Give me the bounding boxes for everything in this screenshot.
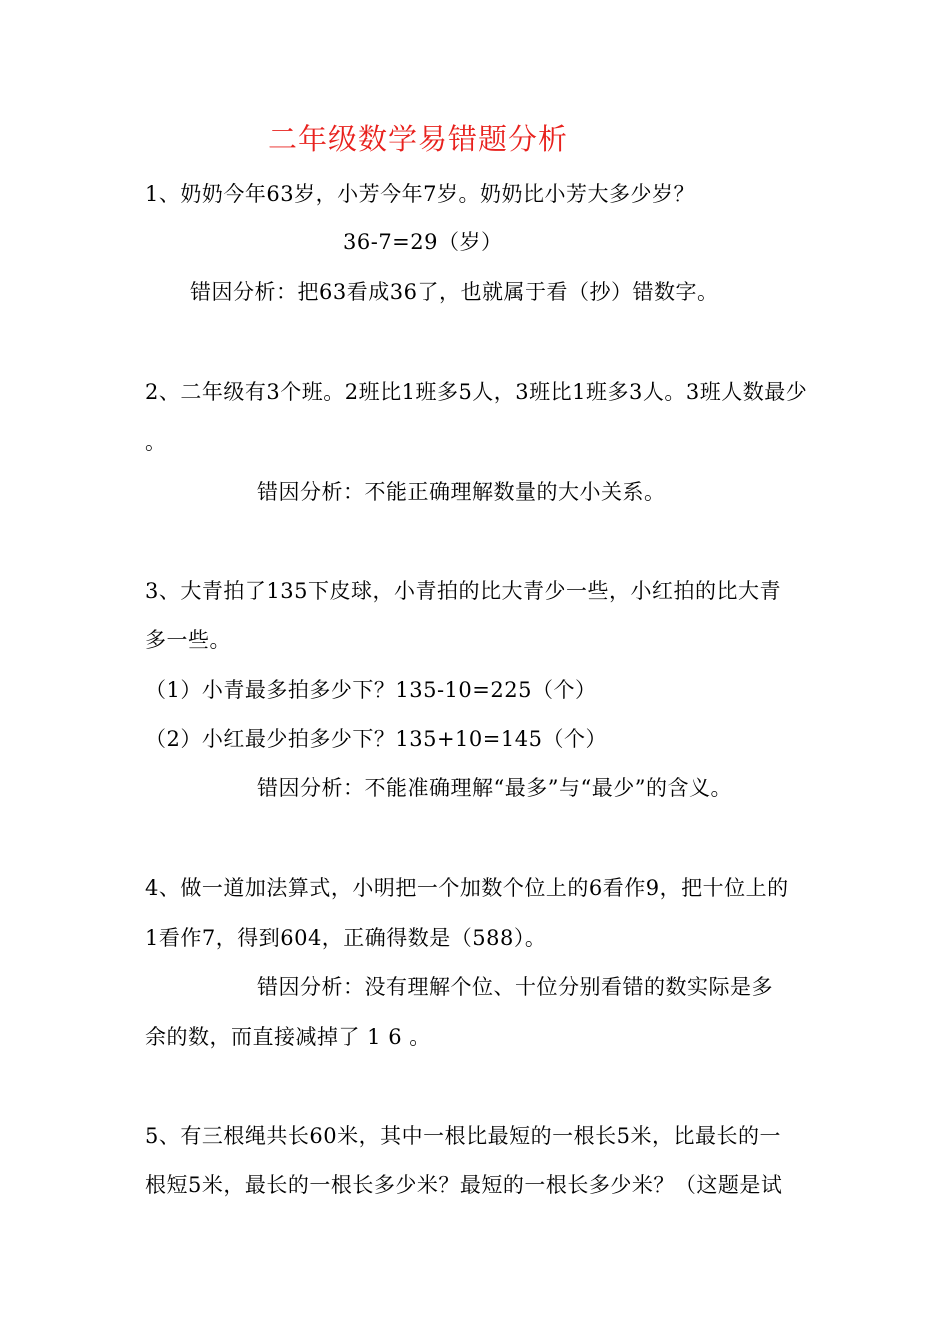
question-4-line-2: 1看作7，得到604，正确得数是（588）。 <box>145 926 547 950</box>
question-4-analysis-line-1: 错因分析：没有理解个位、十位分别看错的数实际是多 <box>257 975 773 999</box>
question-5-line-2: 根短5米，最长的一根长多少米？最短的一根长多少米？（这题是试 <box>145 1173 783 1197</box>
question-2-line-1: 2、二年级有3个班。2班比1班多5人，3班比1班多3人。3班人数最少 <box>145 380 808 404</box>
question-1-work: 36-7=29（岁） <box>343 230 503 254</box>
question-1-analysis: 错因分析：把63看成36了，也就属于看（抄）错数字。 <box>190 280 719 304</box>
question-3-line-1: 3、大青拍了135下皮球，小青拍的比大青少一些，小红拍的比大青 <box>145 579 781 603</box>
question-5-line-1: 5、有三根绳共长60米，其中一根比最短的一根长5米，比最长的一 <box>145 1124 781 1148</box>
question-2-analysis: 错因分析：不能正确理解数量的大小关系。 <box>257 480 666 504</box>
question-4-analysis-line-2: 余的数，而直接减掉了 1 6 。 <box>145 1025 431 1049</box>
question-4-line-1: 4、做一道加法算式，小明把一个加数个位上的6看作9，把十位上的 <box>145 876 789 900</box>
question-3-analysis: 错因分析：不能准确理解“最多”与“最少”的含义。 <box>257 776 732 800</box>
question-1: 1、奶奶今年63岁，小芳今年7岁。奶奶比小芳大多少岁？ <box>145 182 695 206</box>
question-3-sub-2: （2）小红最少拍多少下？135+10=145（个） <box>145 727 607 751</box>
question-3-line-2: 多一些。 <box>145 628 231 652</box>
page-title: 二年级数学易错题分析 <box>268 122 569 156</box>
question-2-line-2: 。 <box>145 430 167 454</box>
question-3-sub-1: （1）小青最多拍多少下？135-10=225（个） <box>145 678 597 702</box>
